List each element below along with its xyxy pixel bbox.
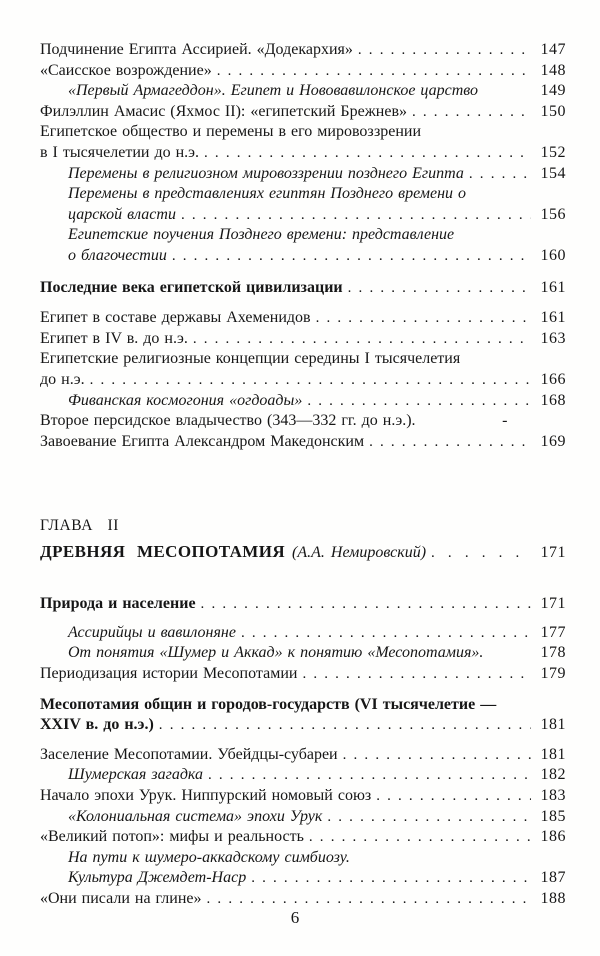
- toc-entry-text: ДРЕВНЯЯ МЕСОПОТАМИЯ: [40, 542, 286, 562]
- toc-entry-text: Второе персидское владычество (343—332 гг. до н.э.).: [40, 412, 416, 430]
- toc-row: [40, 745, 566, 766]
- dot-leader: [204, 143, 531, 164]
- toc-entry-text: ГЛАВА II: [40, 517, 120, 535]
- dot-leader: [207, 889, 531, 910]
- toc-row: [40, 61, 566, 82]
- toc-entry-text: Периодизация истории Месопотамии: [40, 665, 298, 683]
- dot-leader: [412, 102, 531, 123]
- toc-list: [40, 40, 566, 910]
- page-number: 161: [540, 278, 566, 296]
- page-number: 169: [540, 432, 566, 450]
- page-number: 181: [540, 745, 566, 763]
- toc-row: [40, 102, 566, 123]
- toc-row: [40, 391, 566, 412]
- dot-leader: [316, 308, 531, 329]
- dot-leader: [302, 664, 531, 685]
- dot-leader: [307, 391, 531, 412]
- toc-entry-text: царской власти: [68, 205, 176, 223]
- toc-row: [40, 370, 566, 391]
- toc-row: [40, 329, 566, 350]
- toc-entry-text: о благочестии: [68, 246, 167, 264]
- page-number: 161: [540, 309, 566, 327]
- page-number: 156: [540, 205, 566, 223]
- dot-leader: [327, 807, 531, 828]
- toc-row: [40, 205, 566, 226]
- toc-row: [40, 889, 566, 910]
- dot-leader: [309, 827, 531, 848]
- toc-row: [40, 349, 566, 370]
- toc-entry-text: Египетские поучения Позднего времени: представление: [68, 226, 455, 244]
- page-number: 177: [540, 623, 566, 641]
- toc-row: [40, 848, 566, 869]
- toc-row: [40, 765, 566, 786]
- dot-leader: [369, 432, 531, 453]
- page-number: 178: [540, 644, 566, 662]
- page-number: 147: [540, 41, 566, 58]
- dot-leader: [348, 278, 531, 299]
- toc-row: [40, 122, 566, 143]
- toc-entry-text: Начало эпохи Урук. Ниппурский номовый союз: [40, 787, 372, 805]
- page-number: 179: [540, 665, 566, 683]
- page-number: 187: [540, 869, 566, 887]
- toc-entry-text: Египетские религиозные концепции середины I тысячелетия: [40, 350, 461, 368]
- toc-row: [40, 81, 566, 102]
- toc-row: [40, 695, 566, 716]
- dot-leader: [217, 61, 531, 82]
- page-number: 154: [540, 164, 566, 182]
- toc-entry-text: Завоевание Египта Александром Македонским: [40, 432, 365, 450]
- toc-row: [40, 786, 566, 807]
- toc-entry-text: Филэллин Амасис (Яхмос II): «египетский Брежнев»: [40, 102, 407, 120]
- dot-leader: [201, 594, 531, 615]
- spacer: [40, 615, 566, 623]
- toc-entry-text: XXIV в. до н.э.): [40, 716, 154, 734]
- dot-leader: [343, 745, 531, 766]
- toc-entry-text: Месопотамия общин и городов-государств (VI тысячелетие —: [40, 695, 497, 713]
- page-number: -: [502, 412, 508, 430]
- toc-row: [40, 40, 566, 61]
- dot-leader: [241, 623, 531, 644]
- toc-row: [40, 432, 566, 453]
- toc-row: [40, 827, 566, 848]
- dot-leader: [193, 329, 531, 350]
- spacer: [40, 685, 566, 695]
- toc-row: [40, 594, 566, 615]
- dot-leader: [181, 205, 531, 226]
- footer-page-number: 6: [290, 908, 300, 927]
- toc-row: [40, 715, 566, 736]
- toc-row: [40, 143, 566, 164]
- toc-entry-text: «Они писали на глине»: [40, 890, 202, 907]
- toc-row: [40, 278, 566, 299]
- dot-leader: [251, 868, 531, 889]
- toc-row: [40, 868, 566, 889]
- toc-entry-text: Перемены в представлениях египтян Позднего времени о: [68, 185, 467, 203]
- page-number: 149: [540, 82, 566, 100]
- page-number: 188: [540, 890, 566, 907]
- spacer: [40, 736, 566, 745]
- toc-entry-text: Фиванская космогония «огдоады»: [68, 391, 303, 409]
- toc-entry-text: «Первый Армагеддон». Египет и Нововавилонское царство: [68, 82, 478, 100]
- spacer: [40, 452, 566, 514]
- page-number: 181: [540, 716, 566, 734]
- toc-row: [40, 308, 566, 329]
- page-number: 168: [540, 391, 566, 409]
- spacer: [40, 267, 566, 278]
- dot-leader: [431, 540, 531, 567]
- spacer: [40, 298, 566, 308]
- page-number: 163: [540, 329, 566, 347]
- toc-row: [40, 664, 566, 685]
- toc-row: [40, 164, 566, 185]
- dot-leader: [90, 370, 531, 391]
- toc-entry-text: Египетское общество и перемены в его мировоззрении: [40, 123, 422, 141]
- toc-row: [40, 514, 566, 538]
- dot-leader: [358, 40, 531, 61]
- toc-entry-text: Культура Джемдет-Наср: [68, 869, 247, 887]
- toc-row: [40, 225, 566, 246]
- toc-entry-text: до н.э.: [40, 370, 85, 388]
- page-number: 150: [540, 102, 566, 120]
- dot-leader: [469, 164, 531, 185]
- toc-entry-text: Египет в составе державы Ахеменидов: [40, 309, 311, 327]
- toc-row: [40, 643, 566, 664]
- toc-entry-text: «Великий потоп»: мифы и реальность: [40, 828, 304, 846]
- toc-entry-text: Природа и население: [40, 595, 196, 613]
- page-number: 166: [540, 370, 566, 388]
- toc-entry-text: Шумерская загадка: [68, 766, 203, 784]
- toc-entry-text: «Колониальная система» эпохи Урук: [68, 807, 323, 825]
- toc-entry-text: Последние века египетской цивилизации: [40, 278, 343, 296]
- toc-row: [40, 623, 566, 644]
- page-number: 160: [540, 246, 566, 264]
- toc-row: [40, 807, 566, 828]
- dot-leader: [172, 246, 531, 267]
- toc-entry-text: Заселение Месопотамии. Убейдцы-субареи: [40, 745, 338, 763]
- toc-row: [40, 246, 566, 267]
- toc-row: [40, 538, 566, 567]
- page-number: 185: [540, 807, 566, 825]
- toc-entry-text: На пути к шумеро-аккадскому симбиозу.: [68, 848, 350, 866]
- toc-entry-text: «Саисское возрождение»: [40, 61, 212, 79]
- spacer: [40, 567, 566, 594]
- dot-leader: [159, 715, 531, 736]
- toc-entry-text: Египет в IV в. до н.э.: [40, 329, 188, 347]
- page-number: 182: [540, 766, 566, 784]
- toc-entry-author: (А.А. Немировский): [292, 544, 427, 562]
- toc-entry-text: Подчинение Египта Ассирией. «Додекархия»: [40, 41, 353, 58]
- page-number: 186: [540, 828, 566, 846]
- page-number: 171: [540, 595, 566, 613]
- dot-leader: [208, 765, 531, 786]
- toc-row: [40, 411, 566, 432]
- toc-entry-text: Ассирийцы и вавилоняне: [68, 623, 236, 641]
- toc-entry-text: От понятия «Шумер и Аккад» к понятию «Месопотамия».: [68, 644, 484, 662]
- page-number: 171: [540, 544, 566, 562]
- page-number: 152: [540, 143, 566, 161]
- page-number: 183: [540, 787, 566, 805]
- toc-row: [40, 184, 566, 205]
- dot-leader: [376, 786, 531, 807]
- toc-entry-text: Перемены в религиозном мировоззрении позднего Египта: [68, 164, 464, 182]
- page-number: 148: [540, 61, 566, 79]
- toc-entry-text: в I тысячелетии до н.э.: [40, 143, 200, 161]
